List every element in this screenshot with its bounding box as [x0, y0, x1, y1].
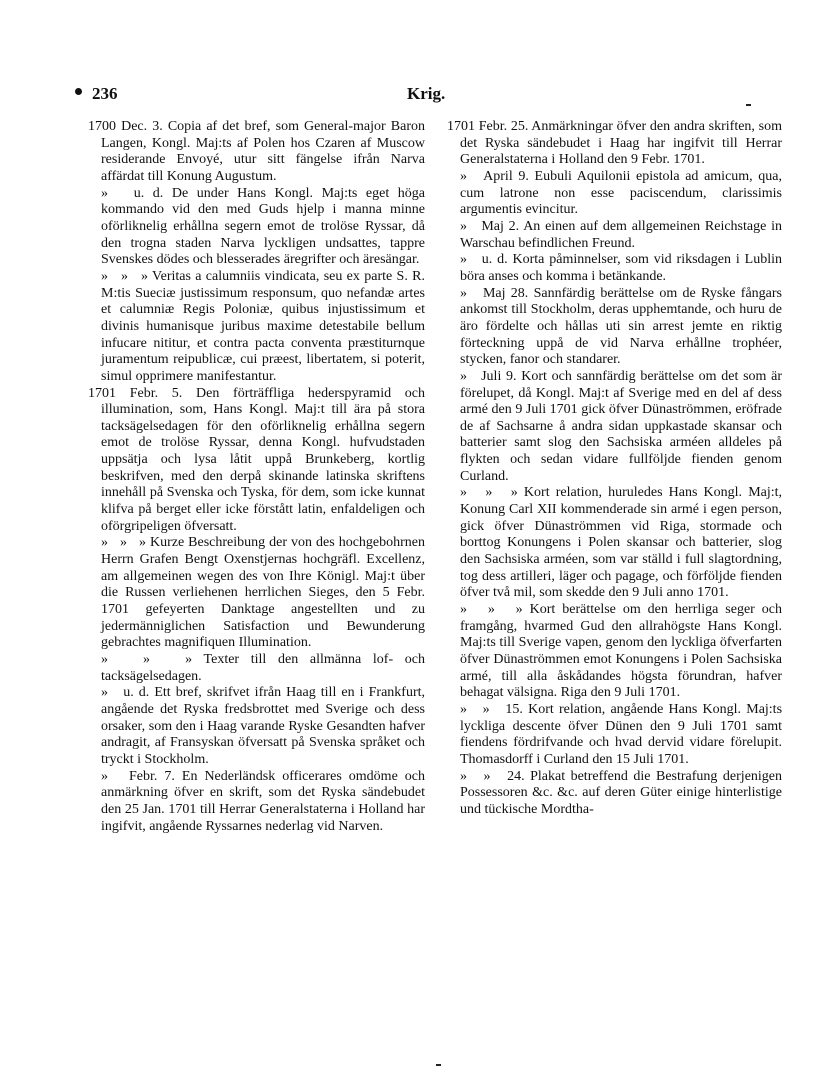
entry-date: 1701 Febr. 5. — [88, 385, 183, 401]
entry-date: 1701 Febr. 25. — [447, 119, 529, 134]
entry — [447, 219, 782, 252]
entry — [447, 485, 782, 602]
footer-tick-mark — [436, 1064, 441, 1066]
entry-text: Sannfärdig berättelse om de Ryske fångars ankomst till Stockholm, deras upphemtande, och huru de äro fördelte och hållas uti sin arrest jemte en riktig förteckning uppå de vid Narva erhållne trophéer, stycken, fanor och standarer. — [460, 285, 782, 368]
entry-text: Kort och sannfärdig berättelse om det som är förelupet, då Kongl. Maj:t af Sverige med en del af dess armé den 9 Juli 1701 gick öfver Dünaströmmen, eröfrade de af Sachsarne å andra sidan uppkastade skansar och batterier samt slog den Sachsiska arméen alldeles på flykten och sedan vidare fullföljde fienden genom Curland. — [460, 368, 783, 484]
entry-date: » April 9. — [460, 168, 529, 184]
entry-text: Kurze Beschreibung der von des hochgebohrnen Herrn Grafen Bengt Oxenstjernas hochgräfl. Excellenz, am allgemeinen wegen des von Ihre Königl. Maj:t über die Russen verliehenen herrlichen Sieges, den 5 Febr. 1701 gefeyerten Danktage angestellten und zu jedermänniglichen Satisfaction und Bewunderung gebrachtes magnifiquen Illumination. — [101, 535, 425, 651]
entry — [447, 252, 782, 285]
entry — [447, 169, 782, 219]
entry-date: » » » — [101, 535, 146, 551]
entry-date: » » » — [460, 485, 518, 501]
entry — [88, 685, 425, 768]
entry-text: Veritas a calumniis vindicata, seu ex parte S. R. M:tis Sueciæ justissimum responsum, quo nefandæ artes et calumniæ Regis Poloniæ, quibus injustissimum et divinis humanisque juribus maxime detestabile bellum infucare nititur, et contra pacta conventa præstiturnque juramentum reipublicæ, cui præest, libertatem, si poterit, simul opprimere manifestantur. — [101, 268, 425, 384]
entry-text: De under Hans Kongl. Maj:ts eget höga kommando vid den med Guds hjelp i manna minne oförliknelig erhållna segern emot de trolöse Ryssar, då den trogna staden Narva lyckligen undsattes, tappre Svenskes dödes och blesserades äregrifter och äresängar. — [101, 185, 426, 268]
entry-text: Anmärkningar öfver den andra skriften, som det Ryska sändebudet i Haag har ingifvit till Herrar Generalstaterna i Holland den 9 Febr. 1701. — [460, 119, 782, 168]
entry-text: Eubuli Aquilonii epistola ad amicum, qua, cum latrone non esse paciscendum, clarissimis argumentis evincitur. — [460, 168, 783, 218]
entry-text: An einen auf dem allgemeinen Reichstage in Warschau befindlichen Freund. — [460, 218, 782, 251]
entry-text: Kort relation, angående Hans Kongl. Maj:ts lyckliga descente öfver Dünen den 9 Juli 1701 samt fiendens fördrifvande och hvad dervid vidare förelupit. Thomasdorff i Curland den 15 Juli 1701. — [460, 701, 783, 767]
entry-text: Korta påminnelser, som vid riksdagen i Lublin böra anses och komma i betänkande. — [460, 252, 782, 284]
entry-date: » » » — [101, 652, 193, 667]
margin-tick-mark — [746, 104, 751, 106]
entry — [88, 186, 425, 269]
entry-text: Plakat betreffend die Bestrafung derjenigen Possessoren &c. &c. auf deren Güter einige hinterlistige und tückische Mordtha- — [460, 768, 783, 817]
entry-text: Den förträffliga hederspyramid och illumination, som, Hans Kongl. Maj:t till ära på stora tacksägelsedagen för den oförliknelig erhållna segern emot de trolöse Ryssar, denna Kongl. hufvudstaden uppsätja och lysa låtit uppå Brunkeberg, kortlig beskrifven, med den derpå skinande latinska skriftens innehåll på Svenska och Tyska, för dem, som icke kunnat klifva på berget eller icke förstått latin, enfaldeligen och oförgripeligen öfversatt. — [101, 385, 425, 534]
entry-date: » Juli 9. — [460, 368, 517, 384]
entry-date: » u. d. — [460, 252, 508, 268]
entry — [447, 119, 782, 169]
entry-date: » » 24. — [460, 768, 525, 784]
page-number: 236 — [92, 84, 118, 103]
entry — [447, 602, 782, 702]
entry — [88, 269, 425, 386]
entry — [88, 769, 425, 836]
entry — [447, 286, 782, 369]
entry — [88, 386, 425, 536]
entry-date: » u. d. — [101, 185, 164, 201]
entry-date: » » 15. — [460, 701, 523, 717]
entry-text: Texter till den allmänna lof- och tacksägelsedagen. — [101, 652, 426, 684]
entry-date: » » » — [101, 268, 148, 284]
entry — [88, 535, 425, 652]
entry-text: Ett bref, skrifvet ifrån Haag till en i Frankfurt, angående det Ryska fredsbrottet med Sverige och dess orsaker, som den i Haag varande Ryske Gesandten hafver andragit, af Fransyskan öfversatt på Svenska språket och tryckt i Stockholm. — [101, 685, 426, 767]
entry — [447, 769, 782, 819]
entry — [447, 369, 782, 486]
entry-date: 1700 Dec. 3. — [88, 119, 163, 134]
entry-text: Kort relation, huruledes Hans Kongl. Maj:t, Konung Carl XII kommenderade sin armé i egen person, gick öfver Dünaströmmen vid Riga, stormade och borttog Konungens i Polen skansar och batterier, slog den Sachsiska arméen, som var ställd i full slagtordning, tog dess artilleri, läger och pagage, och förföljde fienden öfver två mil, som skedde den 9 Juli anno 1701. — [460, 485, 783, 601]
entry — [88, 119, 425, 186]
entry — [447, 702, 782, 769]
entry-date: » Febr. 7. — [101, 768, 175, 784]
entry-date: » » » — [460, 602, 523, 618]
entry-text: Kort berättelse om den herrliga seger och framgång, hvarmed Gud den allrahögste Hans Kongl. Maj:ts till Sverige vapen, genom den lyckliga öfverfarten öfver Dünaströmmen emot Konungens i Polen Sachsiska armé, till alla åskådandes högsta förundran, hafver behagat välsigna. Riga den 9 Juli 1701. — [460, 602, 783, 701]
running-head: Krig. — [407, 84, 446, 103]
left-column — [88, 119, 425, 835]
entry-text: En Nederländsk officerares omdöme och anmärkning öfver en skrift, som det Ryska sändebudet den 25 Jan. 1701 till Herrar Generalstaterna i Holland har ingifvit, angående Ryssarnes nederlag vid Narven. — [101, 768, 425, 834]
margin-bullet-mark — [75, 88, 82, 95]
entry — [88, 652, 425, 685]
entry-date: » u. d. — [101, 685, 150, 701]
right-column — [447, 119, 782, 819]
entry-text: Copia af det bref, som General-major Baron Langen, Kongl. Maj:ts af Polen hos Czaren af Muscow residerande Envoyé, utur sitt fängelse ifrån Narva affärdat till Konung Augustum. — [101, 119, 425, 184]
entry-date: » Maj 2. — [460, 218, 520, 234]
entry-date: » Maj 28. — [460, 285, 529, 301]
